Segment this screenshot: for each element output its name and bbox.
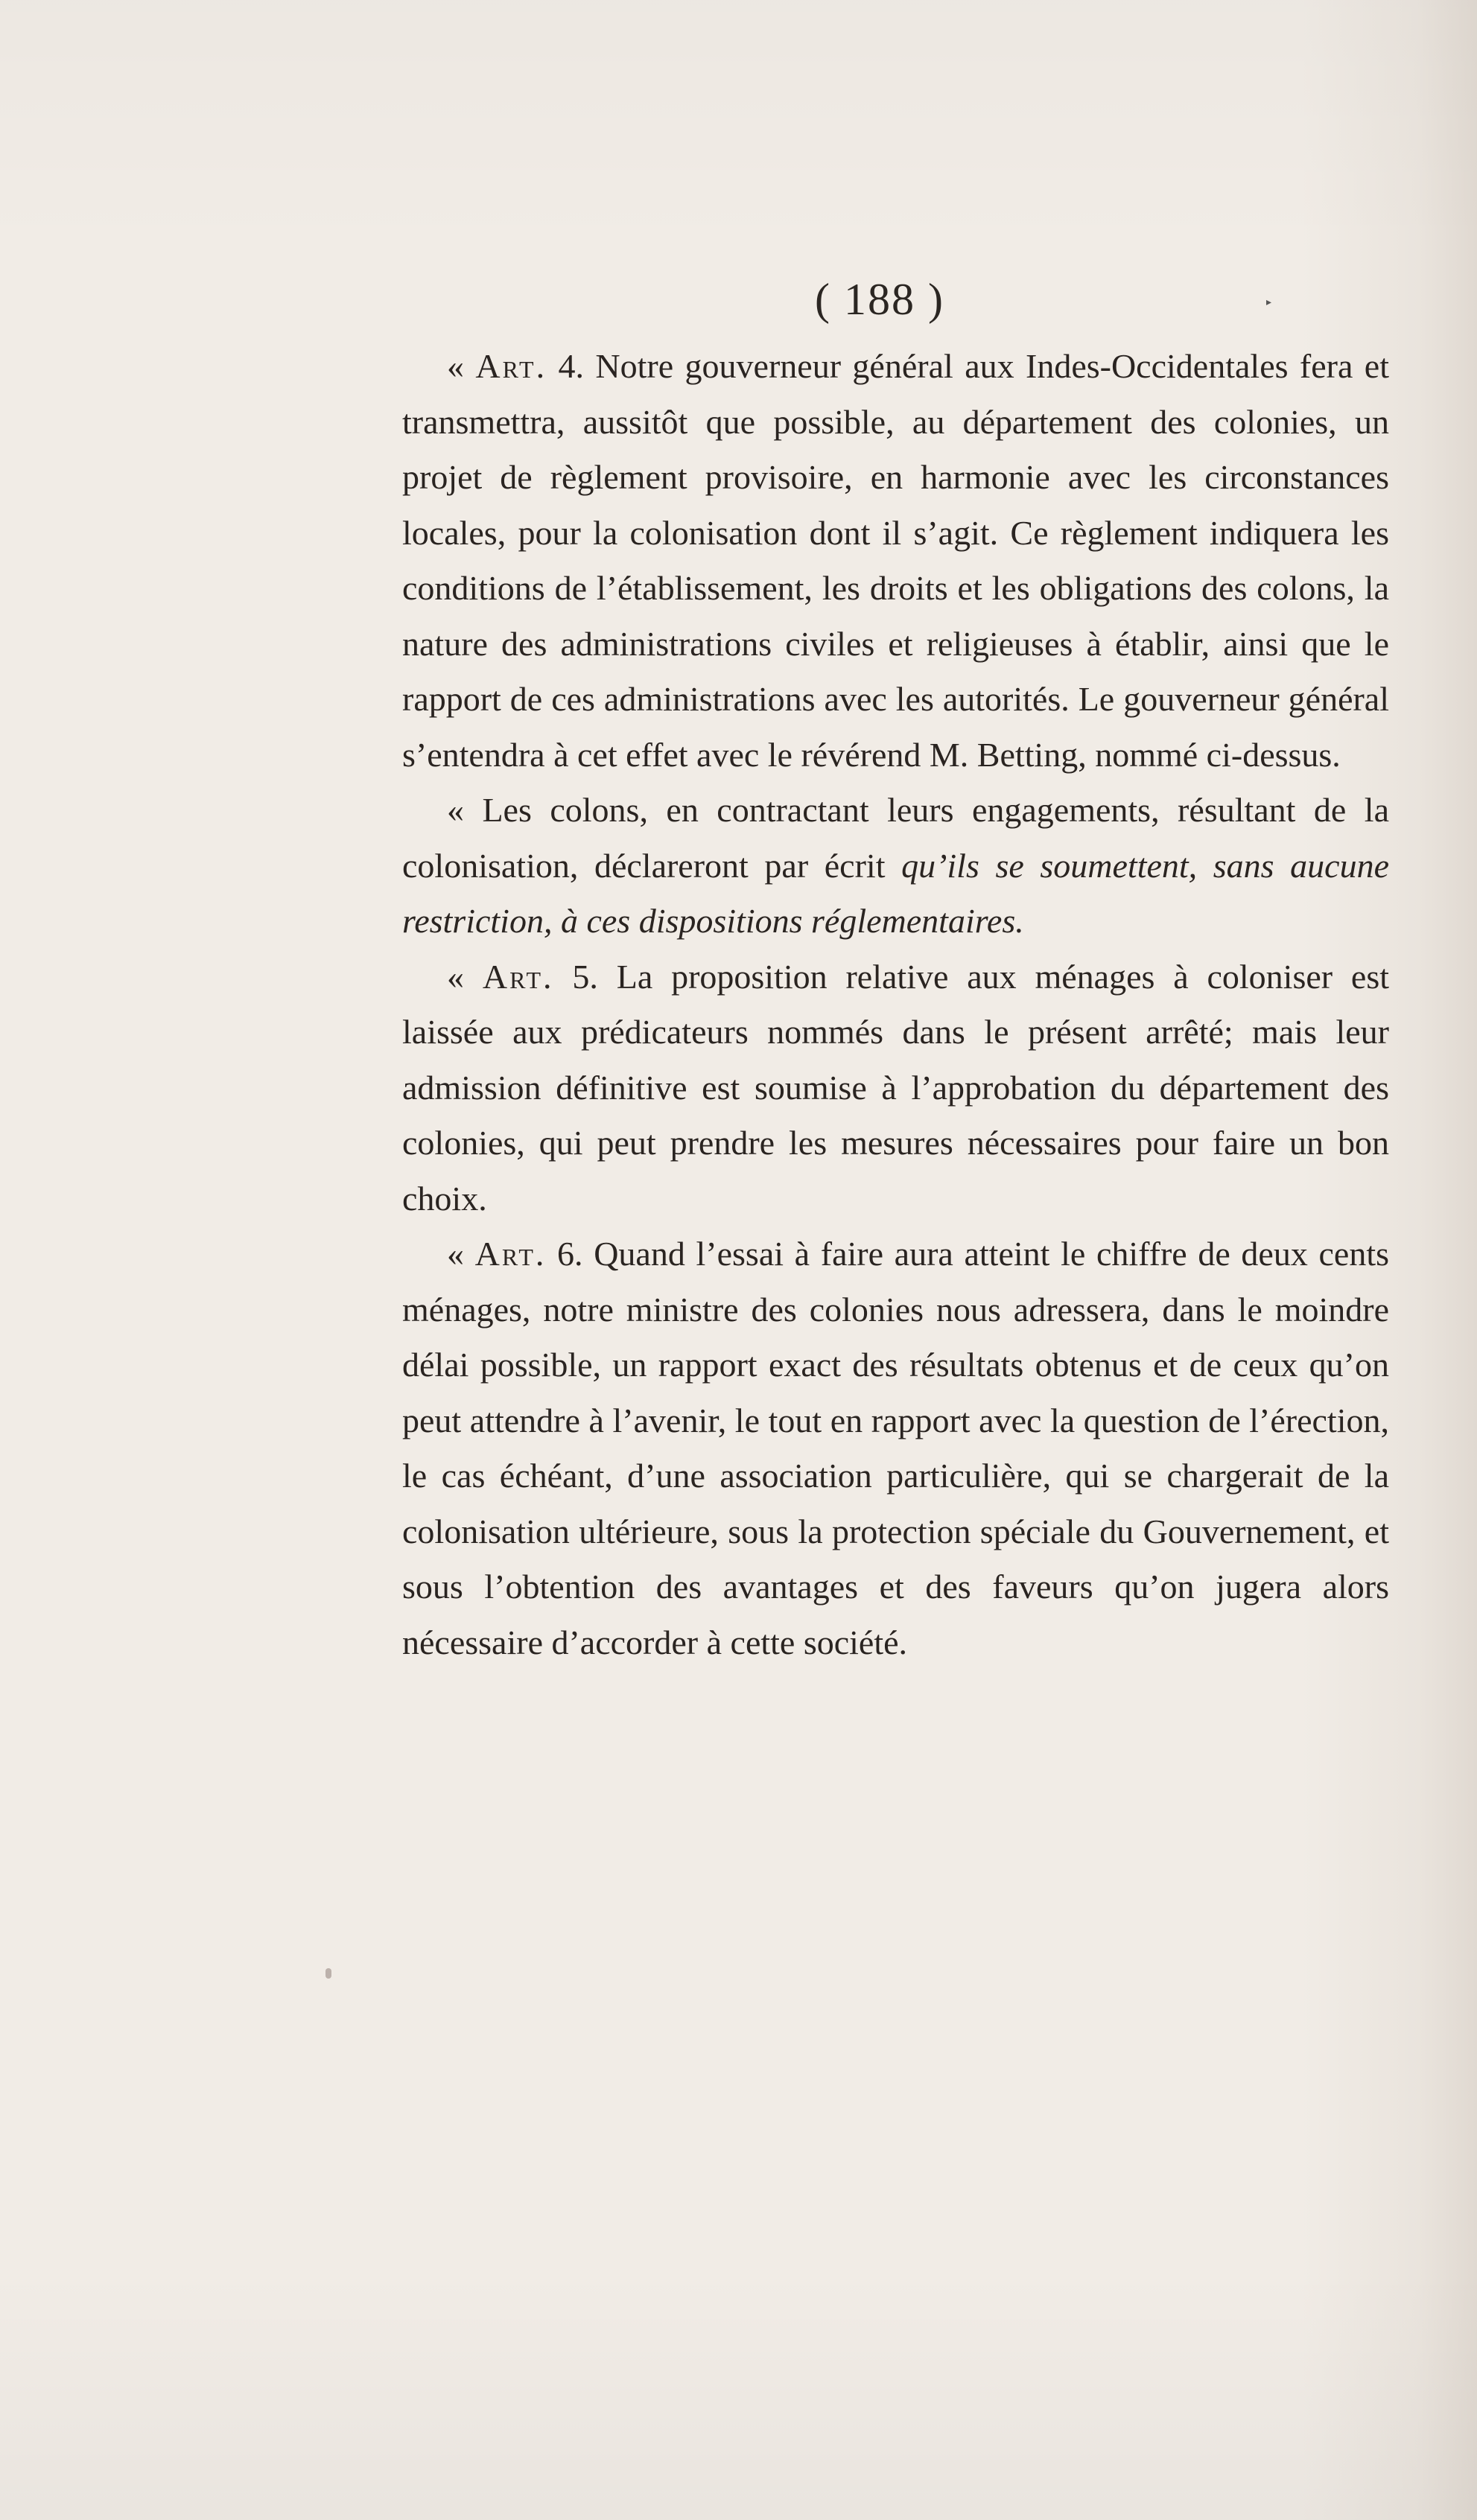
article-text: Notre gouverneur général aux Indes-Occidentales fera et transmettra, aussitôt que possible, au département des colonies, un projet de règlement provisoire, en harmonie avec les circonstances locales, pour la colonisation dont il s’agit. Ce règlement indiquera les conditions de l’établissement, les droits et les obligations des colons, la nature des administrations civiles et religieuses à établir, ainsi que le rapport de ces administrations avec les autorités. Le gouverneur général s’entendra à cet effet avec le révérend M. Betting, nommé ci-dessus. [402, 347, 1389, 774]
body-text [402, 339, 1389, 1670]
article-number: 4. [547, 347, 585, 385]
article-label: Art. [482, 957, 554, 996]
article-text: Quand l’essai à faire aura atteint le chiffre de deux cents ménages, notre ministre des colonies nous adressera, dans le moindre délai possible, un rapport exact des résultats obtenus et de ceux qu’on peut attendre à l’avenir, le tout en rapport avec la question de l’érection, le cas échéant, d’une association particulière, qui se chargerait de la colonisation ultérieure, sous la protection spéciale du Gouvernement, et sous l’obtention des avantages et des faveurs qu’on jugera alors nécessaire d’accorder à cette société. [402, 1235, 1390, 1661]
article-label: Art. [474, 1235, 547, 1273]
quote-mark: « [447, 1235, 475, 1273]
paragraph-italic-text: qu’ils se soumettent, sans aucune restriction, à ces dispositions réglementaires. [402, 846, 1390, 940]
ink-mark: ▸ [1266, 296, 1272, 308]
quote-mark: « [447, 347, 476, 385]
paper-blemish [325, 1968, 331, 1979]
quote-mark: « [447, 957, 483, 996]
paragraph-text: « Les colons, en contractant leurs engagements, résultant de la colonisation, déclareront par écrit [402, 791, 1389, 885]
article-label: Art. [475, 347, 547, 385]
page-number: ( 188 ) [815, 275, 944, 324]
colons-paragraph [402, 783, 1389, 949]
article-4-paragraph [402, 339, 1389, 783]
article-text: La proposition relative aux ménages à coloniser est laissée aux prédicateurs nommés dans le présent arrêté; mais leur admission définitive est soumise à l’approbation du département des colonies, qui peut prendre les mesures nécessaires pour faire un bon choix. [402, 957, 1390, 1218]
article-5-paragraph [402, 949, 1389, 1227]
article-6-paragraph [402, 1226, 1389, 1670]
article-number: 6. [546, 1235, 583, 1273]
article-number: 5. [553, 957, 598, 996]
